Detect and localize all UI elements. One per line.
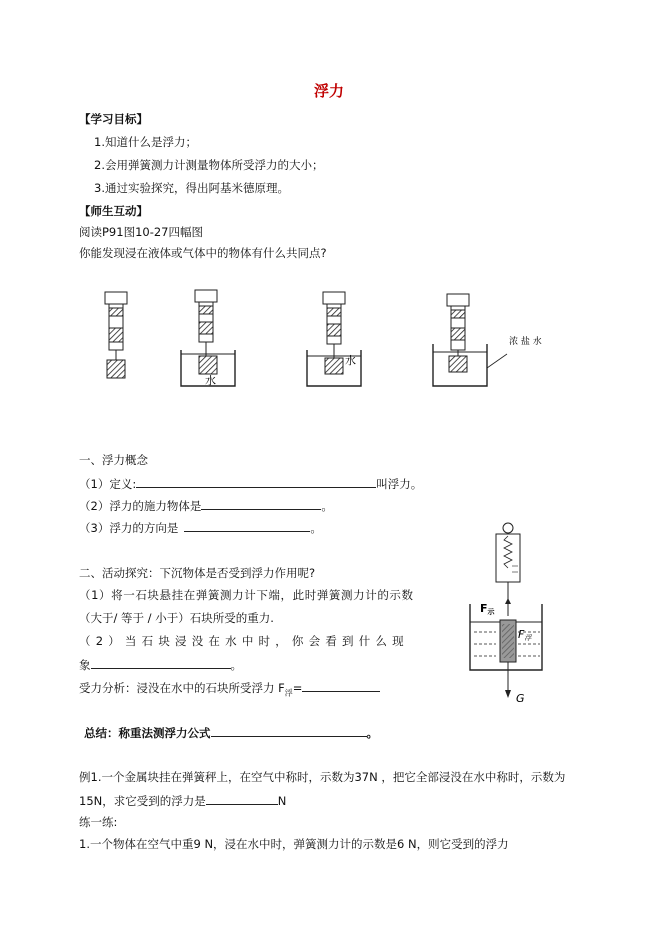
summary-line <box>84 724 378 741</box>
section2-heading: 二、活动探究：下沉物体是否受到浮力作用呢? <box>79 566 316 580</box>
force-analysis-equals: = <box>292 681 303 695</box>
summary-label: 总结：称重法测浮力公式 <box>84 726 211 740</box>
f-buoyancy-label: F浮 <box>518 628 532 642</box>
phenomenon-suffix: 。 <box>230 658 242 672</box>
agent-label: （2）浮力的施力物体是 <box>79 499 202 513</box>
direction-blank[interactable] <box>184 519 310 532</box>
phenomenon-label: 象 <box>79 658 91 672</box>
activity-line-3: （2）当石块浸没在水中时，你会看到什么现 <box>79 634 409 648</box>
buoyancy-blank[interactable] <box>302 679 380 692</box>
f-show-label: F示 <box>480 602 495 616</box>
summary-blank[interactable] <box>211 724 367 737</box>
scale-panel-water-deep <box>181 290 235 387</box>
activity-line-2: （大于/ 等于 / 小于）石块所受的重力. <box>79 611 274 625</box>
scale-panel-air <box>105 292 127 378</box>
section1-heading: 一、浮力概念 <box>79 453 148 467</box>
water-label-2: 水 <box>205 374 216 387</box>
example-line-2 <box>79 792 286 809</box>
objective-item-3: 3.通过实验探究，得出阿基米德原理。 <box>94 181 289 195</box>
reading-instruction: 阅读P91图10-27四幅图 <box>79 225 203 239</box>
force-analysis-label: 受力分析：浸没在水中的石块所受浮力 F <box>79 681 285 695</box>
example-answer-label: 15N，求它受到的浮力是 <box>79 794 206 808</box>
page-title: 浮力 <box>314 82 345 100</box>
phenomenon-blank[interactable] <box>91 656 231 669</box>
practice-item-1: 1.一个物体在空气中重9 N，浸在水中时，弹簧测力计的示数是6 N，则它受到的浮力 <box>79 837 509 851</box>
spring-scale-figure <box>95 280 542 390</box>
agent-suffix: 。 <box>321 499 333 513</box>
scale-panel-water-shallow <box>307 292 361 386</box>
objective-item-1: 1.知道什么是浮力； <box>94 135 197 149</box>
scale-panel-saltwater <box>433 294 542 386</box>
definition-label: （1）定义: <box>79 477 137 491</box>
interaction-heading: 【师生互动】 <box>79 204 148 218</box>
saltwater-label: 浓 盐 水 <box>509 337 542 347</box>
objective-item-2: 2.会用弹簧测力计测量物体所受浮力的大小； <box>94 158 324 172</box>
buoyancy-subscript: 浮 <box>284 688 293 698</box>
summary-suffix: 。 <box>366 726 378 740</box>
definition-blank[interactable] <box>136 475 376 488</box>
definition-line <box>79 475 422 492</box>
objectives-heading: 【学习目标】 <box>79 112 148 126</box>
agent-line <box>79 497 333 514</box>
activity-line-4 <box>79 656 242 673</box>
definition-suffix: 叫浮力。 <box>376 477 423 491</box>
force-diagram <box>466 520 566 710</box>
water-label-3: 水 <box>345 354 356 367</box>
example-line-1: 例1.一个金属块挂在弹簧秤上，在空气中称时，示数为37N ，把它全部浸没在水中称时，示数为 <box>79 770 566 784</box>
practice-heading: 练一练: <box>79 815 118 829</box>
direction-label: （3）浮力的方向是 <box>79 521 179 535</box>
agent-blank[interactable] <box>201 497 321 510</box>
example-answer-blank[interactable] <box>206 792 278 805</box>
example-unit: N <box>277 794 287 808</box>
force-analysis-line <box>79 679 380 698</box>
gravity-label: G <box>516 692 525 705</box>
activity-line-1: （1）将一石块悬挂在弹簧测力计下端，此时弹簧测力计的示数 <box>79 588 414 602</box>
interaction-question: 你能发现浸在液体或气体中的物体有什么共同点? <box>79 246 327 260</box>
direction-line <box>79 519 322 536</box>
direction-suffix: 。 <box>310 521 322 535</box>
